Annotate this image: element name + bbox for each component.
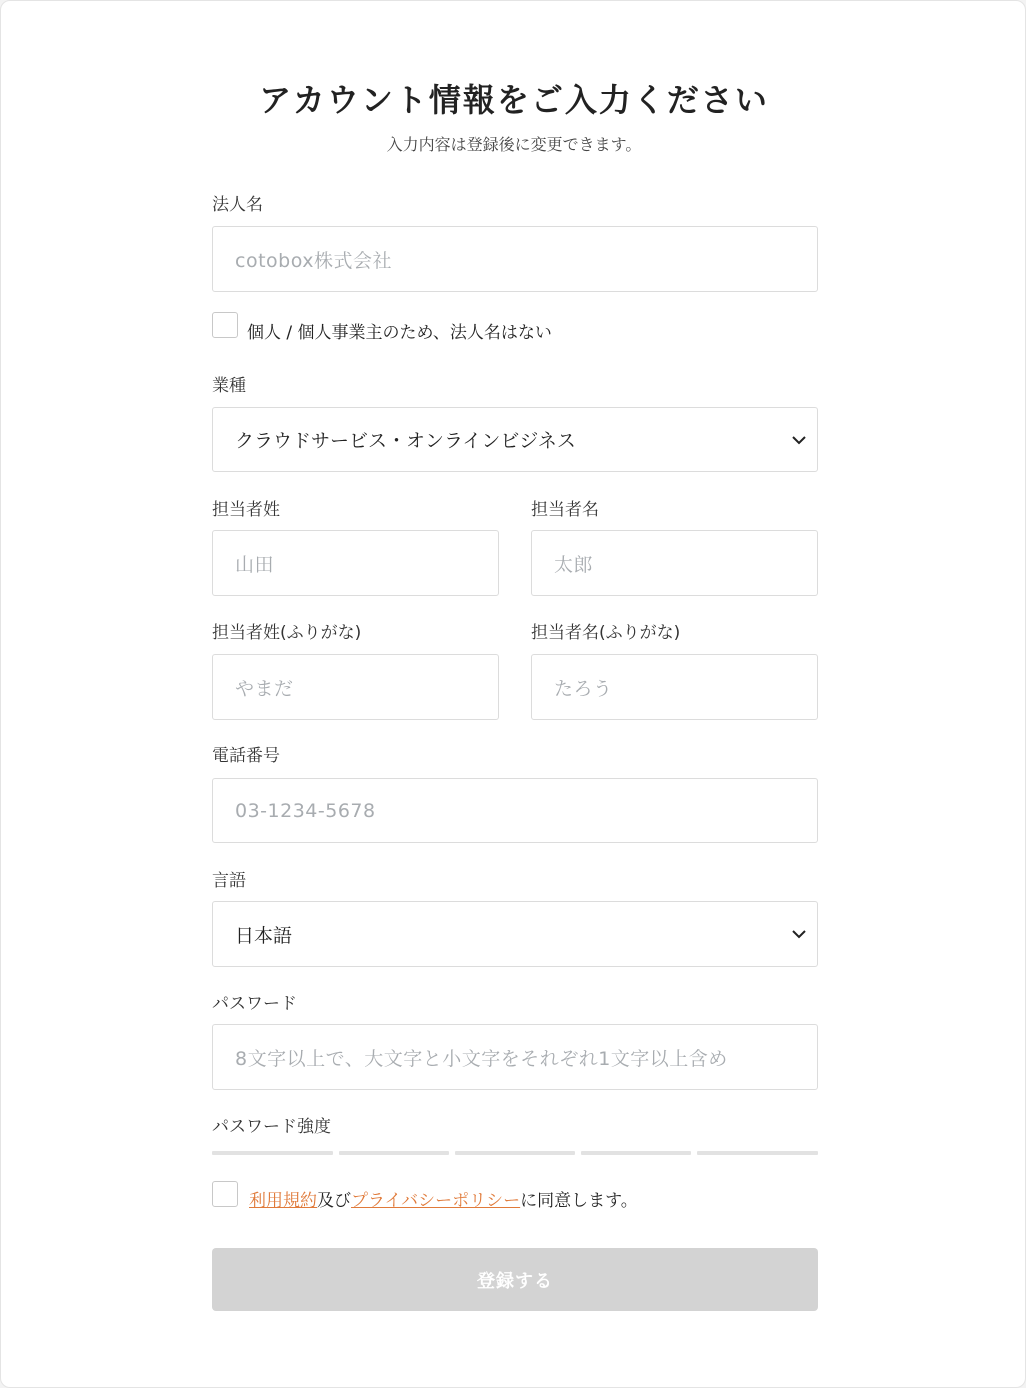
- company-name-input[interactable]: [212, 226, 818, 292]
- last-name-kana-placeholder: やまだ: [235, 677, 294, 700]
- register-button[interactable]: 登録する: [212, 1248, 818, 1311]
- individual-checkbox[interactable]: [212, 312, 238, 338]
- first-name-placeholder: 太郎: [554, 553, 594, 576]
- privacy-policy-link[interactable]: プライバシーポリシー: [351, 1191, 521, 1211]
- language-label: 言語: [212, 871, 246, 891]
- password-label: パスワード: [212, 994, 297, 1014]
- industry-label: 業種: [212, 376, 246, 396]
- last-name-placeholder: 山田: [235, 553, 275, 576]
- language-selected-value: 日本語: [235, 924, 293, 947]
- last-name-input[interactable]: [212, 530, 499, 596]
- industry-select[interactable]: [212, 407, 818, 472]
- last-name-label: 担当者姓: [212, 500, 280, 520]
- page-subtitle: 入力内容は登録後に変更できます。: [386, 135, 642, 154]
- password-strength-bar-2: [339, 1151, 449, 1155]
- chevron-down-icon: [789, 430, 809, 450]
- phone-placeholder: 03-1234-5678: [235, 799, 376, 822]
- password-strength-bar-5: [697, 1151, 818, 1155]
- first-name-input[interactable]: [531, 530, 818, 596]
- individual-checkbox-label: 個人 / 個人事業主のため、法人名はない: [247, 323, 552, 343]
- password-input[interactable]: [212, 1024, 818, 1090]
- page-title: アカウント情報をご入力ください: [259, 81, 769, 119]
- language-select[interactable]: [212, 901, 818, 967]
- first-name-label: 担当者名: [531, 500, 599, 520]
- terms-agreement: [249, 1186, 638, 1211]
- first-name-kana-placeholder: たろう: [554, 677, 613, 700]
- phone-label: 電話番号: [212, 746, 280, 766]
- terms-and-text: 及び: [317, 1191, 351, 1211]
- company-name-placeholder: cotobox株式会社: [235, 249, 392, 272]
- terms-checkbox[interactable]: [212, 1181, 238, 1207]
- company-name-label: 法人名: [212, 195, 263, 215]
- password-strength-bar-1: [212, 1151, 333, 1155]
- first-name-kana-input[interactable]: [531, 654, 818, 720]
- password-strength-bar-4: [581, 1151, 691, 1155]
- first-name-kana-label: 担当者名(ふりがな): [531, 623, 681, 643]
- last-name-kana-label: 担当者姓(ふりがな): [212, 623, 362, 643]
- password-placeholder: 8文字以上で、大文字と小文字をそれぞれ1文字以上含め: [235, 1047, 728, 1070]
- last-name-kana-input[interactable]: [212, 654, 499, 720]
- chevron-down-icon: [789, 924, 809, 944]
- password-strength-bar-3: [455, 1151, 575, 1155]
- phone-input[interactable]: [212, 778, 818, 843]
- password-strength-label: パスワード強度: [212, 1117, 331, 1137]
- terms-suffix: に同意します。: [520, 1191, 638, 1211]
- industry-selected-value: クラウドサービス・オンラインビジネス: [235, 430, 576, 452]
- terms-of-service-link[interactable]: 利用規約: [249, 1191, 317, 1211]
